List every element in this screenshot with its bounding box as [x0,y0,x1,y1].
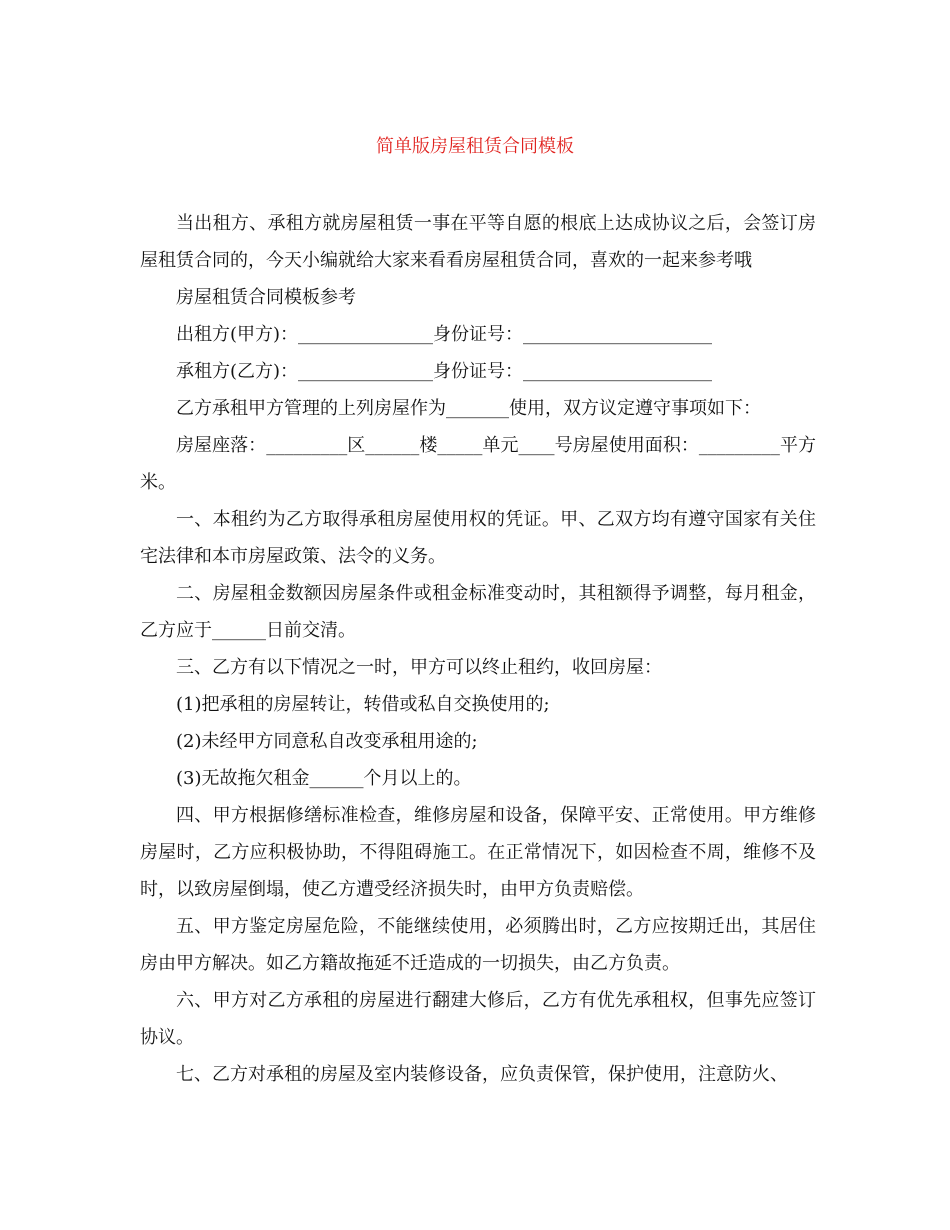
paragraph-intro: 当出租方、承租方就房屋租赁一事在平等自愿的根底上达成协议之后，会签订房屋租赁合同的，今天小编就给大家来看看房屋租赁合同，喜欢的一起来参考哦 [140,213,816,271]
paragraph-clause-6: 六、甲方对乙方承租的房屋进行翻建大修后，乙方有优先承租权，但事先应签订协议。 [140,990,816,1048]
paragraph-clause-1: 一、本租约为乙方取得承租房屋使用权的凭证。甲、乙双方均有遵守国家有关住宅法律和本市房屋政策、法令的义务。 [140,509,816,567]
paragraph-clause-5: 五、甲方鉴定房屋危险，不能继续使用，必须腾出时，乙方应按期迁出，其居住房由甲方解决。如乙方籍故拖延不迁造成的一切损失，由乙方负责。 [140,916,816,974]
document-body [140,205,816,1093]
paragraph-clause-3: 三、乙方有以下情况之一时，甲方可以终止租约，收回房屋： [176,657,662,678]
document-title: 简单版房屋租赁合同模板 [376,136,574,157]
paragraph-usage: 乙方承租甲方管理的上列房屋作为_______使用，双方议定遵守事项如下： [176,398,761,419]
paragraph-lessee: 承租方(乙方)：_______________身份证号：_____________________ [176,361,713,382]
paragraph-clause-3-item-1: (1)把承租的房屋转让，转借或私自交换使用的; [176,694,550,715]
paragraph-lessor: 出租方(甲方)：_______________身份证号：_____________________ [176,324,713,345]
paragraph-clause-7: 七、乙方对承租的房屋及室内装修设备，应负责保管，保护使用，注意防火、 [176,1064,788,1085]
paragraph-clause-3-item-2: (2)未经甲方同意私自改变承租用途的; [176,731,478,752]
paragraph-clause-3-item-3: (3)无故拖欠租金______个月以上的。 [176,768,472,789]
paragraph-location: 房屋座落：_________区______楼_____单元____号房屋使用面积：_________平方米。 [140,435,816,493]
paragraph-clause-4: 四、甲方根据修缮标准检查，维修房屋和设备，保障平安、正常使用。甲方维修房屋时，乙方应积极协助，不得阻碍施工。在正常情况下，如因检查不周，维修不及时，以致房屋倒塌，使乙方遭受经济损失时，由甲方负责赔偿。 [140,805,816,900]
paragraph-reference-heading: 房屋租赁合同模板参考 [176,287,356,308]
paragraph-clause-2: 二、房屋租金数额因房屋条件或租金标准变动时，其租额得予调整，每月租金，乙方应于______日前交清。 [140,583,816,641]
